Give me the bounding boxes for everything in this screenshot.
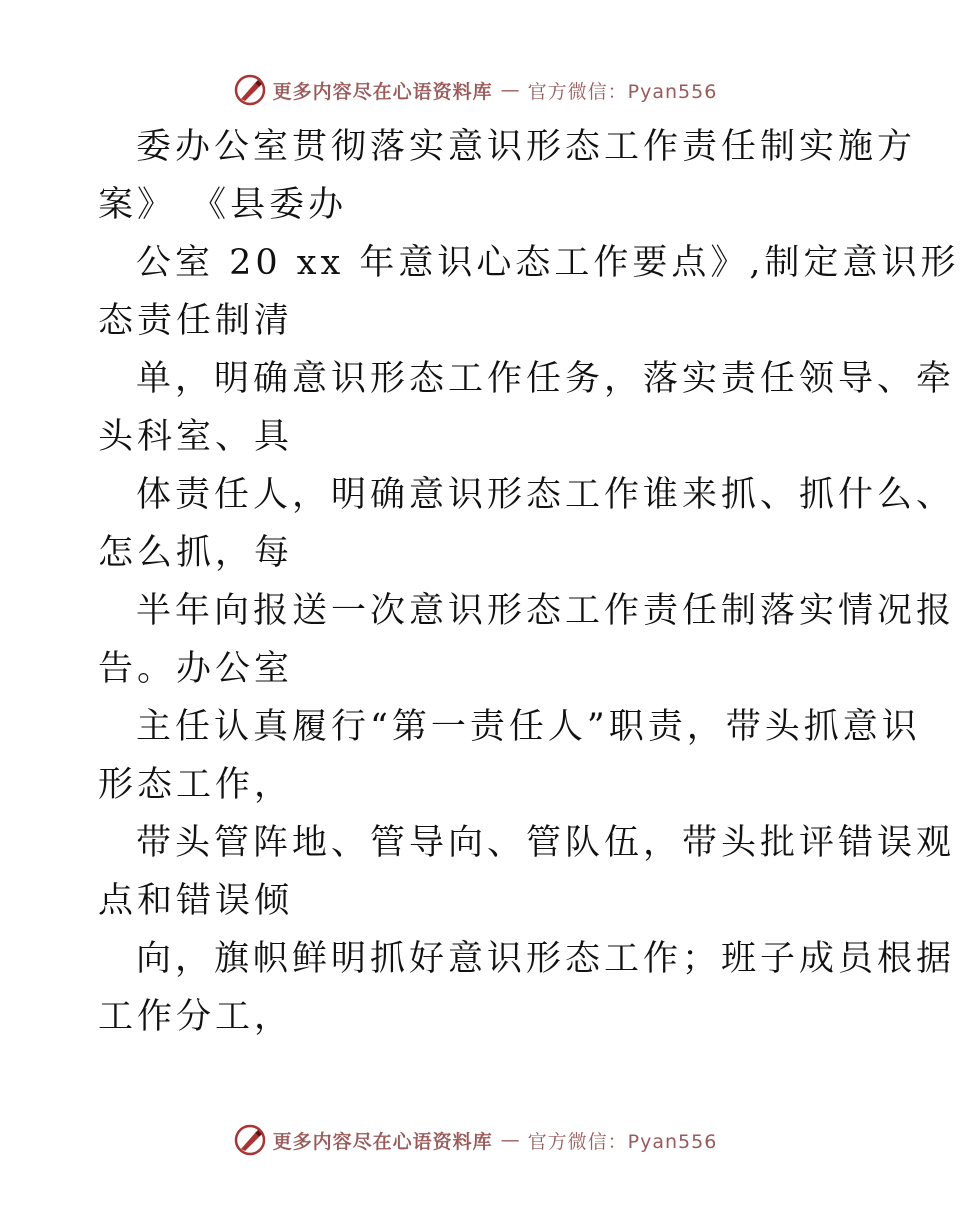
text-line: 告。办公室: [98, 649, 294, 689]
header-separator: —: [500, 79, 520, 101]
footer-separator: —: [500, 1129, 520, 1151]
text-line: 怎么抓，每: [98, 533, 294, 573]
text-line: 单，明确意识形态工作任务，落实责任领导、牵: [136, 359, 956, 399]
text-line: 工作分工，: [98, 997, 294, 1037]
text-line: 公室 20 xx 年意识心态工作要点》,制定意识形: [136, 243, 960, 283]
text-line: 委办公室贯彻落实意识形态工作责任制实施方: [136, 127, 917, 167]
footer-site-text: 更多内容尽在心语资料库: [272, 1130, 493, 1153]
document-body: [98, 118, 960, 1046]
header-banner: [0, 68, 950, 112]
text-line: 点和错误倾: [98, 881, 294, 921]
pen-logo-icon: [233, 1123, 267, 1157]
footer-contact-text: 官方微信：Pyan556: [527, 1130, 718, 1153]
text-line: 形态工作，: [98, 765, 294, 805]
text-line: 向，旗帜鲜明抓好意识形态工作；班子成员根据: [136, 939, 956, 979]
text-line: 体责任人，明确意识形态工作谁来抓、抓什么、: [136, 475, 956, 515]
text-line: 带头管阵地、管导向、管队伍，带头批评错误观: [136, 823, 956, 863]
header-site-text: 更多内容尽在心语资料库: [272, 80, 493, 103]
text-line: 案》 《县委办: [98, 185, 348, 225]
header-contact-text: 官方微信：Pyan556: [527, 80, 718, 103]
text-line: 态责任制清: [98, 301, 294, 341]
text-line: 头科室、具: [98, 417, 294, 457]
text-line: 主任认真履行“第一责任人”职责，带头抓意识: [136, 707, 921, 747]
footer-banner: [0, 1118, 950, 1162]
pen-logo-icon: [233, 73, 267, 107]
text-line: 半年向报送一次意识形态工作责任制落实情况报: [136, 591, 956, 631]
